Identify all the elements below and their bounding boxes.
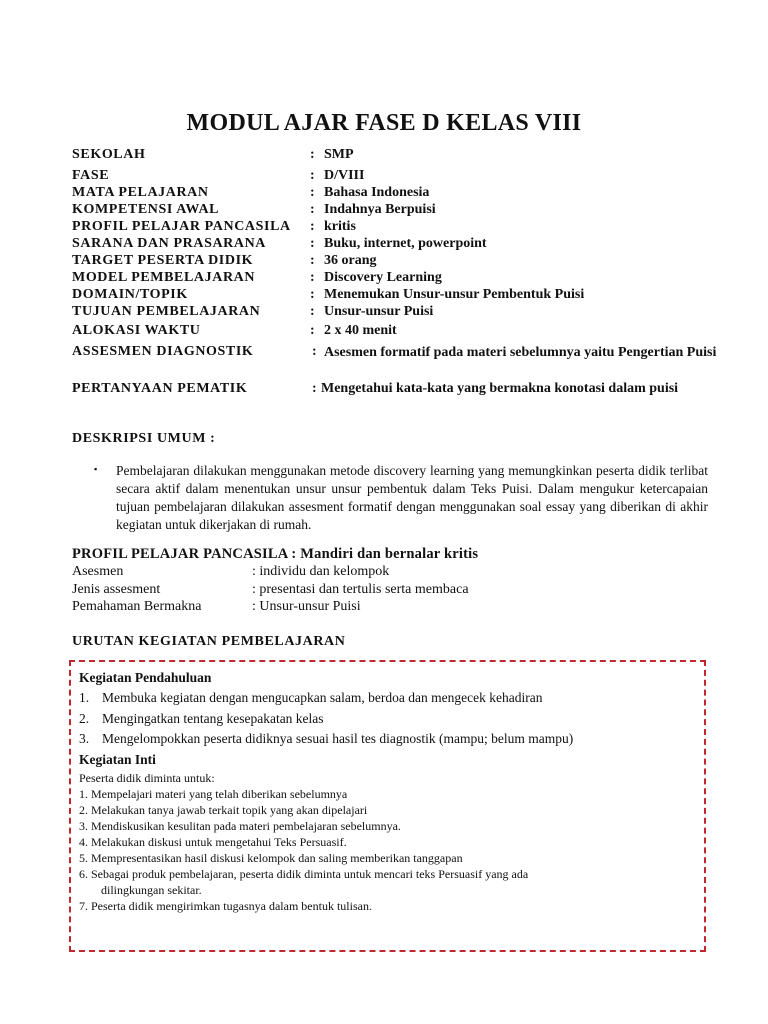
profil-row [72,581,712,599]
urutan-heading: URUTAN KEGIATAN PEMBELAJARAN [72,634,346,649]
list-item: 5. Mempresentasikan hasil diskusi kelompok dan saling memberikan tanggapan [79,850,463,865]
list-text: Mengelompokkan peserta didiknya sesuai hasil tes diagnostik (mampu; belum mampu) [102,731,574,746]
profil-value: : presentasi dan tertulis serta membaca [252,581,469,597]
profil-value: : Unsur-unsur Puisi [252,599,361,614]
info-colon: : [310,287,315,302]
kegiatan-box [69,660,706,952]
info-value: Unsur-unsur Puisi [324,304,434,319]
list-item: 2. Melakukan tanya jawab terkait topik yang akan dipelajari [79,802,368,817]
info-value: Buku, internet, powerpoint [324,236,487,251]
info-colon: : [310,236,315,251]
list-item-continuation: dilingkungan sekitar. [101,882,202,897]
list-item [79,709,699,730]
inti-intro: Peserta didik diminta untuk: [79,770,215,785]
info-value: Mengetahui kata-kata yang bermakna konotasi dalam puisi [321,381,679,396]
info-label: SARANA DAN PRASARANA [72,236,267,251]
list-item: 3. Mendiskusikan kesulitan pada materi pembelajaran sebelumnya. [79,818,401,833]
info-value: SMP [324,147,354,162]
profil-label: Jenis assesment [72,581,161,597]
info-label: TARGET PESERTA DIDIK [72,253,254,268]
list-item: 4. Melakukan diskusi untuk mengetahui Teks Persuasif. [79,834,347,849]
profil-row [72,598,712,616]
profil-value: : individu dan kelompok [252,564,390,579]
info-colon: : [310,185,315,200]
info-label: ASSESMEN DIAGNOSTIK [72,344,254,359]
list-number: 1. [79,690,90,705]
inti-heading: Kegiatan Inti [79,751,156,767]
info-colon: : [312,344,317,359]
list-item: 1. Mempelajari materi yang telah diberikan sebelumnya [79,786,348,801]
list-number: 3. [79,731,90,746]
info-label: ALOKASI WAKTU [72,323,201,338]
info-label: PERTANYAAN PEMATIK [72,381,248,396]
info-value: 36 orang [324,253,377,268]
info-colon: : [312,381,317,396]
info-label: DOMAIN/TOPIK [72,287,188,302]
info-value: Discovery Learning [324,270,442,285]
info-value: D/VIII [324,168,365,183]
deskripsi-paragraph [94,462,708,534]
list-item: 7. Peserta didik mengirimkan tugasnya dalam bentuk tulisan. [79,898,372,913]
list-number: 2. [79,710,90,726]
bullet-icon: ▪ [94,464,98,474]
info-label: TUJUAN PEMBELAJARAN [72,304,261,319]
list-item: 6. Sebagai produk pembelajaran, peserta didik diminta untuk mencari teks Persuasif yang ada [79,866,529,881]
kegiatan-content [79,668,699,914]
profil-row [72,563,712,581]
info-label: KOMPETENSI AWAL [72,202,220,217]
profil-section [72,545,712,616]
deskripsi-heading: DESKRIPSI UMUM : [72,431,216,446]
info-colon: : [310,270,315,285]
list-item [79,729,699,750]
info-value: 2 x 40 menit [324,323,397,338]
info-value: kritis [324,219,356,234]
info-colon: : [310,304,315,319]
info-value: Menemukan Unsur-unsur Pembentuk Puisi [324,287,585,302]
list-item [79,688,699,709]
list-text: Mengingatkan tentang kesepakatan kelas [102,710,324,726]
info-label: FASE [72,168,110,183]
info-colon: : [310,202,315,217]
pendahuluan-heading: Kegiatan Pendahuluan [79,670,212,685]
info-colon: : [310,323,315,338]
profil-heading: PROFIL PELAJAR PANCASILA : Mandiri dan bernalar kritis [72,546,479,562]
document-title: MODUL AJAR FASE D KELAS VIII [186,110,582,136]
info-colon: : [310,168,315,183]
info-colon: : [310,253,315,268]
profil-label: Pemahaman Bermakna [72,599,202,614]
info-value: Asesmen formatif pada materi sebelumnya yaitu Pengertian Puisi [324,345,717,360]
info-value: Indahnya Berpuisi [324,202,436,217]
info-label: SEKOLAH [72,147,146,162]
info-label: MATA PELAJARAN [72,185,209,200]
list-text: Membuka kegiatan dengan mengucapkan salam, berdoa dan mengecek kehadiran [102,690,543,705]
info-label: MODEL PEMBELAJARAN [72,270,256,285]
profil-label: Asesmen [72,564,124,579]
info-label: PROFIL PELAJAR PANCASILA [72,219,291,234]
info-value: Bahasa Indonesia [324,185,430,200]
info-colon: : [310,219,315,234]
info-colon: : [310,147,315,162]
deskripsi-text: Pembelajaran dilakukan menggunakan metode discovery learning yang memungkinkan peserta didik terlibat secara aktif dalam menentukan unsur unsur pembentuk dalam Teks Puisi. Dalam mengukur ketercapaian tujuan pembelajaran dilakukan assesment formatif dengan menggunakan soal essay yang diberikan di akhir kegiatan untuk dikerjakan di rumah. [116,463,708,532]
